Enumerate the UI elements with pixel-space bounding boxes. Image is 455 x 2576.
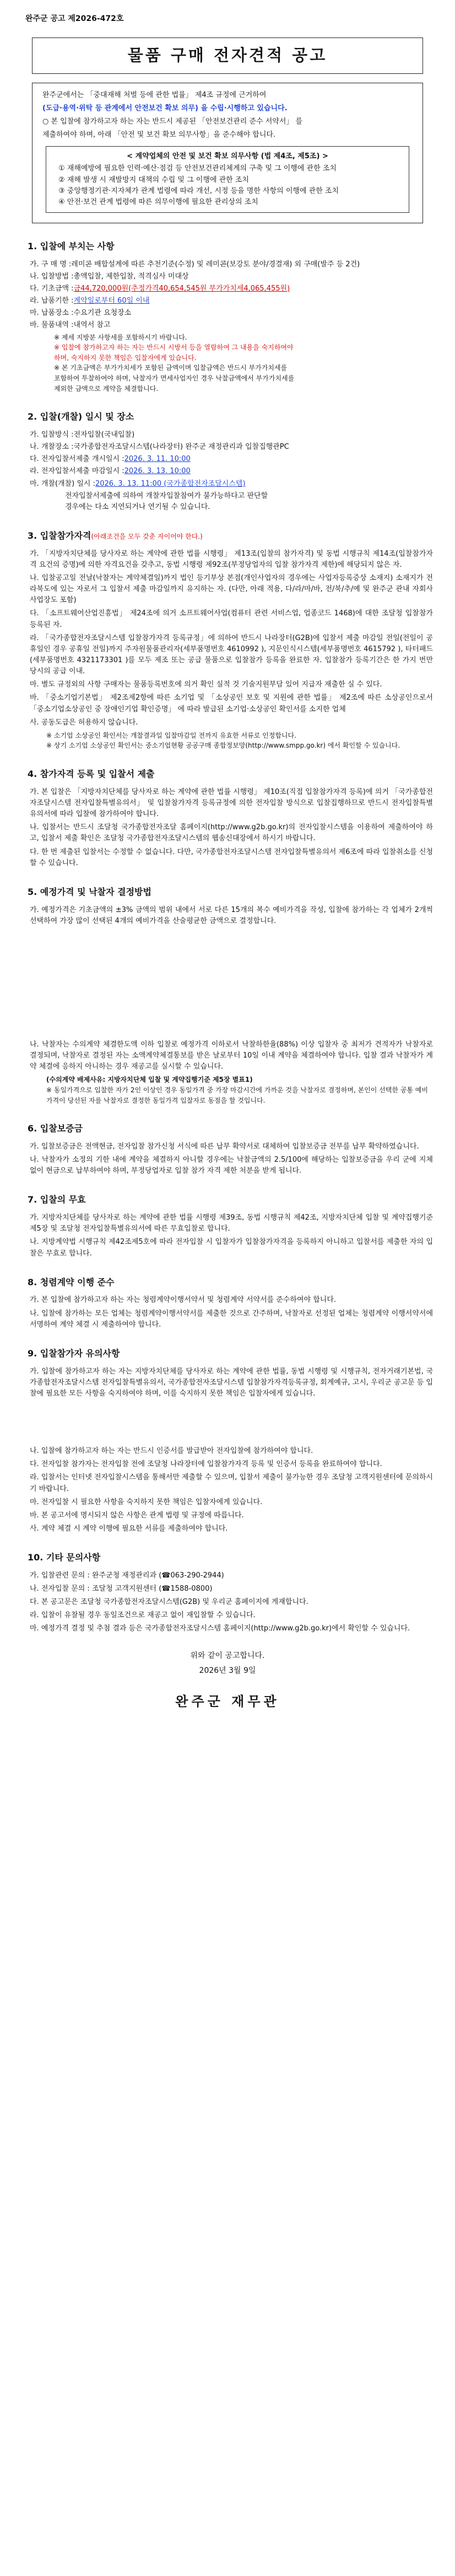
note-line: ※ 상기 소기업 소상공인 확인서는 중소기업현황 공공구매 종합정보망(http://www.smpp.go.kr) 에서 확인할 수 있습니다. bbox=[46, 742, 400, 750]
doc-number: 완주군 공고 제2026-472호 bbox=[25, 14, 124, 23]
paragraph: 나. 지방계약법 시행규칙 제42조제5호에 따라 전자입찰 시 입찰자가 입찰참가자격을 등록하지 아니하고 입찰서를 제출한 자의 입찰은 무효로 합니다. bbox=[30, 1238, 433, 1258]
section-10-title: 10. 기타 문의사항 bbox=[28, 1552, 101, 1563]
section-4-body bbox=[22, 787, 433, 869]
row-key: 가. 구 매 명 : bbox=[30, 260, 72, 269]
row-value: 금44,720,000원(추정가격40,654,545원 부가가치세4,065,455원) bbox=[73, 285, 290, 293]
row-delivery-deadline bbox=[30, 296, 433, 307]
paragraph: 나. 낙찰자가 소정의 기한 내에 계약을 체결하지 아니할 경우에는 낙찰금액의 2.5/100에 해당하는 입찰보증금을 우리 군에 지체 없이 현금으로 납부하여야 하며, 부정당업자로 입찰 참가 자격 제한 처분을 받게 됩니다. bbox=[30, 1156, 433, 1176]
row-value: 계약일로부터 60일 이내 bbox=[73, 297, 150, 305]
paragraph: 다. 본 공고문은 조달청 국가종합전자조달시스템(G2B) 및 우리군 홈페이지에 게재합니다. bbox=[30, 1598, 308, 1607]
paragraph: 나. 입찰에 참가하는 모든 업체는 청렴계약이행서약서를 제출한 것으로 간주하며, 낙찰자로 선정된 업체는 청렴계약 이행서약서에 서명하여 계약 체결 시 제출하여야 합니다. bbox=[30, 1309, 433, 1329]
paragraph: 가. 「지방자치단체를 당사자로 하는 계약에 관한 법률 시행령」 제13조(입찰의 참가자격) 및 동법 시행규칙 제14조(입찰참가자격 요건의 증명)에 의한 자격요건을 갖추고, 동법 시행령 제92조(부정당업자의 입찰 참가자격 제한)에 해당되지 않은 자. bbox=[30, 549, 433, 569]
paragraph: 나. 입찰공고일 전날(낙찰자는 계약체결일)까지 법인 등기부상 본점(개인사업자의 경우에는 사업자등록증상 소재지) 소재지가 전라북도에 있는 자로서 그 입찰서 제출 마감일까지 유지하는 자. (다만, 아래 적용, 다/라/마/바, 전/북/추/예 및 완주군 관내 자회사 사업장도 포함) bbox=[30, 574, 433, 605]
paragraph: 가. 본 입찰에 참가하고자 하는 자는 청렴계약이행서약서 및 청렴계약 서약서를 준수하여야 합니다. bbox=[30, 1296, 337, 1305]
note-line: ※ 소기업 소상공인 확인서는 개찰결과일 입찰마감일 전까지 유효한 서류로 인정합니다. bbox=[46, 731, 296, 739]
row-key: 다. 전자입찰서제출 개시일시 : bbox=[30, 455, 124, 464]
row-delivery-place bbox=[30, 308, 433, 319]
row-opening-place bbox=[30, 442, 433, 453]
row-value: 전자입찰(국내입찰) bbox=[73, 430, 135, 439]
paragraph: 나. 전자입찰 문의 : 조달청 고객지원센터 (☎1588-0800) bbox=[30, 1585, 213, 1593]
safety-notice-box bbox=[32, 83, 423, 223]
note-line: 전자입찰서제출에 의하여 개찰자입찰참여가 불가능하다고 판단할 bbox=[65, 491, 268, 500]
row-value: 내역서 참고 bbox=[73, 321, 111, 330]
law-item: ④ 안전·보건 관계 법령에 따른 의무이행에 필요한 관리상의 조치 bbox=[58, 197, 258, 206]
footer bbox=[22, 1650, 433, 1677]
row-key: 마. 개찰(개찰) 일시 : bbox=[30, 479, 95, 488]
section-8-body bbox=[22, 1295, 433, 1330]
paragraph: 사. 계약 체결 시 계약 이행에 필요한 서류를 제출하여야 합니다. bbox=[30, 1524, 228, 1533]
note-line: (수의계약 배제사유: 지방자치단체 입찰 및 계약집행기준 제5장 별표1) bbox=[46, 1076, 253, 1084]
section-9-title: 9. 입찰참가자 유의사항 bbox=[28, 1348, 120, 1359]
notice-line-2: (도급·용역·위탁 등 관계에서 안전보건 확보 의무) 을 수립·시행하고 있습니다. bbox=[42, 104, 288, 112]
section-2-notes bbox=[65, 491, 433, 513]
row-value: 국가종합전자조달시스템(나라장터) 완주군 재정관리과 입찰집행관PC bbox=[73, 443, 289, 452]
paragraph: 나. 낙찰자는 수의계약 체결한도액 이하 입찰로 예정가격 이하로서 낙찰하한율(88%) 이상 입찰자 중 최저가 견적자가 낙찰자로 결정되며, 낙찰자로 결정된 자는 소액계약체결통보를 받은 날로부터 10일 이내 계약을 체결하여야 합니다. 입찰 결과 낙찰자가 계약 체결에 응하지 아니하는 경우 재공고를 실시할 수 있습니다. bbox=[30, 1040, 433, 1071]
paragraph: 나. 입찰서는 반드시 조달청 국가종합전자조달 홈페이지(http://www.g2b.go.kr)의 전자입찰시스템을 이용하여 제출하여야 하고, 입찰서 제출 확인은 조달청 국가종합전자조달시스템의 웹송신대장에서 하시기 바랍니다. bbox=[30, 823, 433, 843]
paragraph: 다. 한 번 제출된 입찰서는 수정할 수 없습니다. 다만, 국가종합전자조달시스템 전자입찰특별유의서 제6조에 따라 입찰취소를 신청할 수 있습니다. bbox=[30, 847, 433, 867]
row-bid-method bbox=[30, 271, 433, 282]
note-line: ※ 입찰에 참가하고자 하는 자는 반드시 시방서 등을 열람하여 그 내용을 숙지하여야 bbox=[54, 344, 294, 352]
paragraph: 가. 입찰에 참가하고자 하는 자는 지방자치단체를 당사자로 하는 계약에 관한 법률, 동법 시행령 및 시행규칙, 전자거래기본법, 국가종합전자조달시스템 전자입찰특별유의서, 국가종합전자조달시스템 입찰참가자격등록규정, 회계예규, 고시, 우리군 공고문 등 입찰에 필요한 모든 사항을 숙지하여야 하며, 이를 숙지하지 못한 책임은 입찰자에게 있습니다. bbox=[30, 1367, 433, 1398]
section-1-rows bbox=[30, 259, 433, 394]
paragraph: 마. 전자입찰 시 필요한 사항을 숙지하지 못한 책임은 입찰자에게 있습니다. bbox=[30, 1498, 263, 1506]
note-line: 제외한 금액으로 계약을 체결합니다. bbox=[54, 384, 159, 393]
section-3-title-note: (아래조건을 모두 갖춘 자이어야 한다.) bbox=[91, 532, 203, 540]
paragraph: 가. 본 입찰은 「지방자치단체를 당사자로 하는 계약에 관한 법률 시행령」 제10조(직접 입찰참가자격 등록)에 의거 「국가종합전자조달시스템 전자입찰특별유의서」 및 입찰참가자격 등록규정에 의한 전자입찰 방식으로 입찰집행하므로 반드시 전자입찰특별유의서에 따라 입찰에 참가하여야 합니다. bbox=[30, 787, 433, 819]
paragraph: 라. 입찰서는 인터넷 전자입찰시스템을 통해서만 제출할 수 있으며, 입찰서 제출이 불가능한 경우 조달청 고객지원센터에 문의하시기 바랍니다. bbox=[30, 1473, 433, 1493]
section-3-notes bbox=[46, 731, 433, 751]
paragraph: 바. 「중소기업기본법」 제2조제2항에 따른 소기업 및 「소상공인 보호 및 지원에 관한 법률」 제2조에 따른 소상공인으로서 「중소기업소상공인 중 장애인기업 확인증명」 에 따라 발급된 소기업·소상공인 확인서를 소지한 업체 bbox=[30, 694, 433, 713]
section-6-title: 6. 입찰보증금 bbox=[28, 1123, 83, 1134]
row-key: 라. 전자입찰서제출 마감일시 : bbox=[30, 467, 124, 476]
paragraph: 나. 입찰에 참가하고자 하는 자는 반드시 인증서를 발급받아 전자입찰에 참가하여야 합니다. bbox=[30, 1447, 313, 1456]
paragraph: 다. 전자입찰 참가자는 전자입찰 전에 조달청 나라장터에 입찰참가자격 등록 및 인증서 등록을 완료하여야 합니다. bbox=[30, 1460, 382, 1469]
paragraph: 가. 예정가격은 기초금액의 ±3% 금액의 범위 내에서 서로 다른 15개의 복수 예비가격을 작성, 입찰에 참가하는 각 업체가 2개씩 선택하여 가장 많이 선택된 4개의 예비가격을 산술평균한 금액으로 결정합니다. bbox=[30, 905, 433, 925]
paragraph: 가. 입찰보증금은 전액현금, 전자입찰 참가신청 서식에 따른 납부 확약서로 대체하여 입찰보증금 전부를 납부 확약하였습니다. bbox=[30, 1142, 419, 1151]
section-4-title: 4. 참가자격 등록 및 입찰서 제출 bbox=[28, 769, 155, 780]
row-submit-start bbox=[30, 454, 433, 465]
row-key: 마. 납품장소 : bbox=[30, 309, 74, 318]
section-1-title: 1. 입찰에 부치는 사항 bbox=[28, 240, 115, 251]
page-title: 물품 구매 전자견적 공고 bbox=[127, 46, 328, 65]
row-key: 다. 기초금액 : bbox=[30, 285, 74, 293]
row-key: 라. 납품기한 : bbox=[30, 297, 74, 305]
section-5-body bbox=[22, 905, 433, 1105]
footer-date: 2026년 3월 9일 bbox=[199, 1666, 256, 1676]
paragraph: 마. 예정가격 결정 및 추첨 결과 등은 국가종합전자조달시스템 홈페이지(http://www.g2b.go.kr)에서 확인할 수 있습니다. bbox=[30, 1624, 410, 1633]
section-3-body bbox=[22, 549, 433, 751]
paragraph: 마. 별도 규정외의 사항 구매자는 물품등록번호에 의거 확인 실적 것 기술지원부담 있어 지급자 재출한 실 수 있다. bbox=[30, 680, 382, 689]
note-line: ※ 제세 지방분 사항세를 포함하시기 바랍니다. bbox=[54, 333, 187, 341]
row-value: 2026. 3. 11. 10:00 bbox=[124, 455, 191, 464]
row-value: 수요기관 요청장소 bbox=[73, 309, 132, 318]
section-10-body bbox=[22, 1570, 433, 1635]
notice-line-3: ○ 본 입찰에 참가하고자 하는 자는 반드시 제공된 「안전보건관리 준수 서약서」 를 bbox=[42, 117, 303, 126]
section-5-title: 5. 예정가격 및 낙찰자 결정방법 bbox=[28, 886, 151, 897]
footer-announce: 위와 같이 공고합니다. bbox=[190, 1651, 265, 1660]
row-key: 바. 물품내역 : bbox=[30, 321, 74, 330]
paragraph: 다. 「소프트웨어산업진흥법」 제24조에 의거 소프트웨어사업(컴퓨터 관련 서비스업, 업종코드 1468)에 대한 조달청 입찰참가 등록된 자. bbox=[30, 609, 433, 629]
section-7-title: 7. 입찰의 무효 bbox=[28, 1194, 86, 1205]
row-item-details bbox=[30, 320, 433, 331]
row-base-price bbox=[30, 283, 433, 294]
row-submit-end bbox=[30, 466, 433, 477]
row-value: 총액입찰, 제한입찰, 적격심사 미대상 bbox=[73, 272, 189, 281]
law-list bbox=[54, 163, 401, 208]
section-2-rows bbox=[30, 430, 433, 513]
title-box bbox=[32, 37, 423, 74]
blank-gap bbox=[22, 929, 433, 1039]
paragraph: 사. 공동도급은 허용하지 않습니다. bbox=[30, 718, 138, 727]
row-opening-time bbox=[30, 479, 433, 490]
paragraph: 라. 입찰이 유찰될 경우 동일조건으로 재공고 없이 재입찰할 수 있습니다. bbox=[30, 1611, 256, 1620]
blank-gap bbox=[22, 1402, 433, 1446]
paragraph: 라. 「국가종합전자조달시스템 입찰참가자격 등록규정」에 의하여 반드시 나라장터(G2B)에 입찰서 제출 마감일 전일(전일이 공휴일인 경우 공휴일 전일)까지 주자원물품관리자(세부품명번호 4610992 ), 지문인식시스템(세부품명번호 4615792 ), 타터패드(세부품명번호 4321173301 )를 모두 제조 또는 공급 물품으로 입찰참가 등록을 완료한 자. 입찰참가 등록기간은 한 가지 번만 당시의 공급 이내. bbox=[30, 634, 433, 676]
notice-line-1: 완주군에서는 「중대재해 처벌 등에 관한 법률」 제4조 규정에 근거하여 bbox=[42, 90, 267, 99]
row-key: 나. 입찰방법 : bbox=[30, 272, 74, 281]
section-2-title: 2. 입찰(개찰) 일시 및 장소 bbox=[28, 411, 134, 422]
note-line: ※ 본 기초금액은 부가가치세가 포함된 금액이며 입찰금액은 반드시 부가가치세를 bbox=[54, 364, 288, 372]
section-5-notes bbox=[46, 1075, 433, 1105]
note-line: 포함하여 투찰하여야 하며, 낙찰자가 면세사업자인 경우 낙찰금액에서 부가가치세를 bbox=[54, 374, 295, 382]
paragraph: 바. 본 공고서에 명시되지 않은 사항은 관계 법령 및 규정에 따릅니다. bbox=[30, 1511, 244, 1520]
section-1-notes bbox=[54, 332, 433, 394]
row-value: 2026. 3. 13. 11:00 (국가종합전자조달시스템) bbox=[95, 479, 246, 488]
row-value: 2026. 3. 13. 10:00 bbox=[124, 467, 191, 476]
note-line: 경우에는 다소 지연되거나 연기될 수 있습니다. bbox=[65, 502, 210, 511]
law-item: ② 재해 발생 시 재발방지 대책의 수립 및 그 이행에 관한 조치 bbox=[58, 175, 249, 184]
notice-line-4: 제출하여야 하며, 아래 「안전 및 보건 확보 의무사항」을 준수해야 합니다. bbox=[42, 131, 276, 139]
section-7-body bbox=[22, 1212, 433, 1259]
note-line: ※ 동일가격으로 입찰한 자가 2인 이상인 경우 동일가격 중 가장 마감시간에 가까운 것을 낙찰자로 결정하며, 본인이 선택한 공통 예비가격이 당선된 자를 낙찰자로 결정한 동일가격 입찰자로 동점을 할 것입니다. bbox=[46, 1086, 428, 1104]
note-line: 하며, 숙지하지 못한 책임은 입찰자에게 있습니다. bbox=[54, 353, 197, 362]
signature: 완주군 재무관 bbox=[175, 1693, 280, 1709]
row-item-name bbox=[30, 259, 433, 270]
law-item: ③ 중앙행정기관·지자체가 관계 법령에 따라 개선, 시정 등을 명한 사항의 이행에 관한 조치 bbox=[58, 186, 339, 195]
section-3-title: 3. 입찰참가자격 bbox=[28, 530, 91, 541]
row-bid-type bbox=[30, 430, 433, 441]
section-6-body bbox=[22, 1141, 433, 1177]
row-value: 레미콘 배합설계에 따른 추천기준(수정) 및 레미콘(보강토 분야/경결재) 외 구매(발주 등 2건) bbox=[71, 260, 360, 269]
law-title: < 계약업체의 안전 및 보건 확보 의무사항 (법 제4조, 제5조) > bbox=[127, 152, 328, 161]
law-item: ① 재해예방에 필요한 인력·예산·점검 등 안전보건관리체계의 구축 및 그 이행에 관한 조치 bbox=[58, 164, 337, 173]
paragraph: 가. 지방자치단체를 당사자로 하는 계약에 관한 법률 시행령 제39조, 동법 시행규칙 제42조, 지방자치단체 입찰 및 계약집행기준 제5장 및 조달청 전자입찰특별유의서에 따른 무효입찰로 합니다. bbox=[30, 1214, 433, 1233]
row-key: 나. 개찰장소 : bbox=[30, 443, 74, 452]
section-3-heading bbox=[28, 529, 433, 543]
row-key: 가. 입찰방식 : bbox=[30, 430, 74, 439]
section-9-body bbox=[22, 1366, 433, 1534]
paragraph: 가. 입찰관련 문의 : 완주군청 재정관리과 (☎063-290-2944) bbox=[30, 1571, 224, 1580]
law-obligation-box bbox=[46, 146, 409, 213]
section-8-title: 8. 청렴계약 이행 준수 bbox=[28, 1276, 115, 1287]
